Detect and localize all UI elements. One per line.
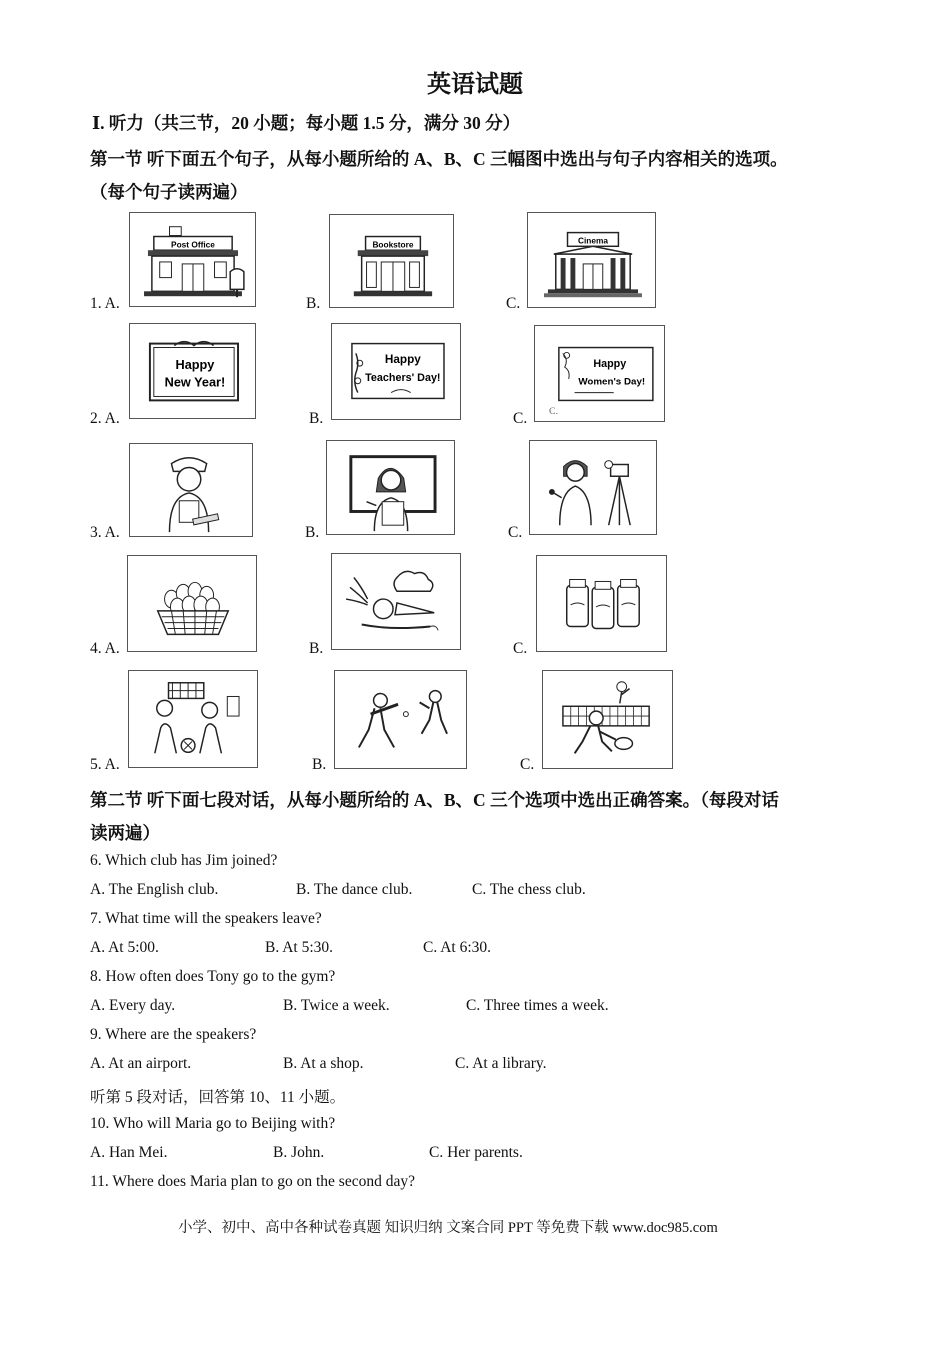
q1-option-b-label: B.	[306, 295, 321, 312]
vegetables-picture[interactable]	[331, 553, 461, 650]
card-greeting-happy-2: Happy	[384, 353, 421, 367]
q4-label: 4. A.	[90, 640, 120, 657]
q3-option-c-label: C.	[508, 524, 523, 541]
part1-instruction-cont: （每个句子读两遍）	[90, 182, 248, 202]
teacher-picture[interactable]	[326, 440, 455, 535]
page-title: 英语试题	[427, 72, 523, 98]
cinema-picture[interactable]	[527, 212, 656, 308]
eggs-basket-picture[interactable]	[127, 555, 257, 652]
dialogue-note: 听第 5 段对话，回答第 10、11 小题。	[90, 1089, 346, 1106]
section-heading: Ⅰ. 听力（共三节，20 小题；每小题 1.5 分，满分 30 分）	[92, 113, 521, 133]
reporter-picture[interactable]	[529, 440, 657, 535]
q9-option-c[interactable]: C. At a library.	[455, 1055, 547, 1072]
q8-option-b[interactable]: B. Twice a week.	[283, 997, 390, 1014]
q4-option-b-label: B.	[309, 640, 324, 657]
card-greeting-new-year: New Year!	[164, 374, 226, 390]
part1-instruction: 第一节 听下面五个句子，从每小题所给的 A、B、C 三幅图中选出与句子内容相关的选项。	[90, 149, 788, 169]
picture-corner-label: C.	[549, 406, 559, 418]
q7-option-b[interactable]: B. At 5:30.	[265, 939, 334, 956]
card-greeting-happy-3: Happy	[593, 358, 627, 371]
q2-option-c-label: C.	[513, 410, 528, 427]
teachers-day-card-picture[interactable]	[331, 323, 461, 420]
q2-option-b-label: B.	[309, 410, 324, 427]
q6-option-a[interactable]: A. The English club.	[90, 881, 219, 898]
question-11: 11. Where does Maria plan to go on the second day?	[90, 1173, 415, 1190]
q7-option-c[interactable]: C. At 6:30.	[423, 939, 492, 956]
q7-option-a[interactable]: A. At 5:00.	[90, 939, 159, 956]
part2-instruction-cont: 读两遍）	[90, 823, 160, 843]
page-footer: 小学、初中、高中各种试卷真题 知识归纳 文案合同 PPT 等免费下载 www.doc985.com	[178, 1220, 718, 1236]
baseball-picture[interactable]	[334, 670, 467, 769]
question-9: 9. Where are the speakers?	[90, 1026, 257, 1043]
bookstore-picture[interactable]	[329, 214, 454, 308]
q5-label: 5. A.	[90, 756, 120, 773]
question-8: 8. How often does Tony go to the gym?	[90, 968, 336, 985]
card-greeting-womens-day: Women's Day!	[578, 376, 646, 388]
part2-instruction: 第二节 听下面七段对话，从每小题所给的 A、B、C 三个选项中选出正确答案。（每段对话	[90, 790, 779, 810]
nurse-picture[interactable]	[129, 443, 253, 537]
q5-option-c-label: C.	[520, 756, 535, 773]
q1-label: 1. A.	[90, 295, 120, 312]
card-greeting-teachers-day: Teachers' Day!	[365, 371, 441, 384]
q5-option-b-label: B.	[312, 756, 327, 773]
milk-bottles-picture[interactable]	[536, 555, 667, 652]
q3-option-b-label: B.	[305, 524, 320, 541]
q9-option-b[interactable]: B. At a shop.	[283, 1055, 364, 1072]
q9-option-a[interactable]: A. At an airport.	[90, 1055, 192, 1072]
q1-option-c-label: C.	[506, 295, 521, 312]
tennis-picture[interactable]	[542, 670, 673, 769]
post-office-picture[interactable]	[129, 212, 256, 307]
post-office-sign: Post Office	[171, 239, 215, 250]
q2-label: 2. A.	[90, 410, 120, 427]
q10-option-b[interactable]: B. John.	[273, 1144, 325, 1161]
q10-option-a[interactable]: A. Han Mei.	[90, 1144, 168, 1161]
q4-option-c-label: C.	[513, 640, 528, 657]
q8-option-a[interactable]: A. Every day.	[90, 997, 176, 1014]
q10-option-c[interactable]: C. Her parents.	[429, 1144, 523, 1161]
q3-label: 3. A.	[90, 524, 120, 541]
bookstore-sign: Bookstore	[372, 239, 414, 250]
card-greeting-happy: Happy	[175, 357, 215, 373]
question-6: 6. Which club has Jim joined?	[90, 852, 278, 869]
new-year-card-picture[interactable]	[129, 323, 256, 419]
soccer-picture[interactable]	[128, 670, 258, 768]
q6-option-b[interactable]: B. The dance club.	[296, 881, 413, 898]
cinema-sign: Cinema	[577, 235, 608, 246]
question-10: 10. Who will Maria go to Beijing with?	[90, 1115, 336, 1132]
q8-option-c[interactable]: C. Three times a week.	[466, 997, 609, 1014]
womens-day-card-picture[interactable]	[534, 325, 665, 422]
question-7: 7. What time will the speakers leave?	[90, 910, 322, 927]
q6-option-c[interactable]: C. The chess club.	[472, 881, 586, 898]
